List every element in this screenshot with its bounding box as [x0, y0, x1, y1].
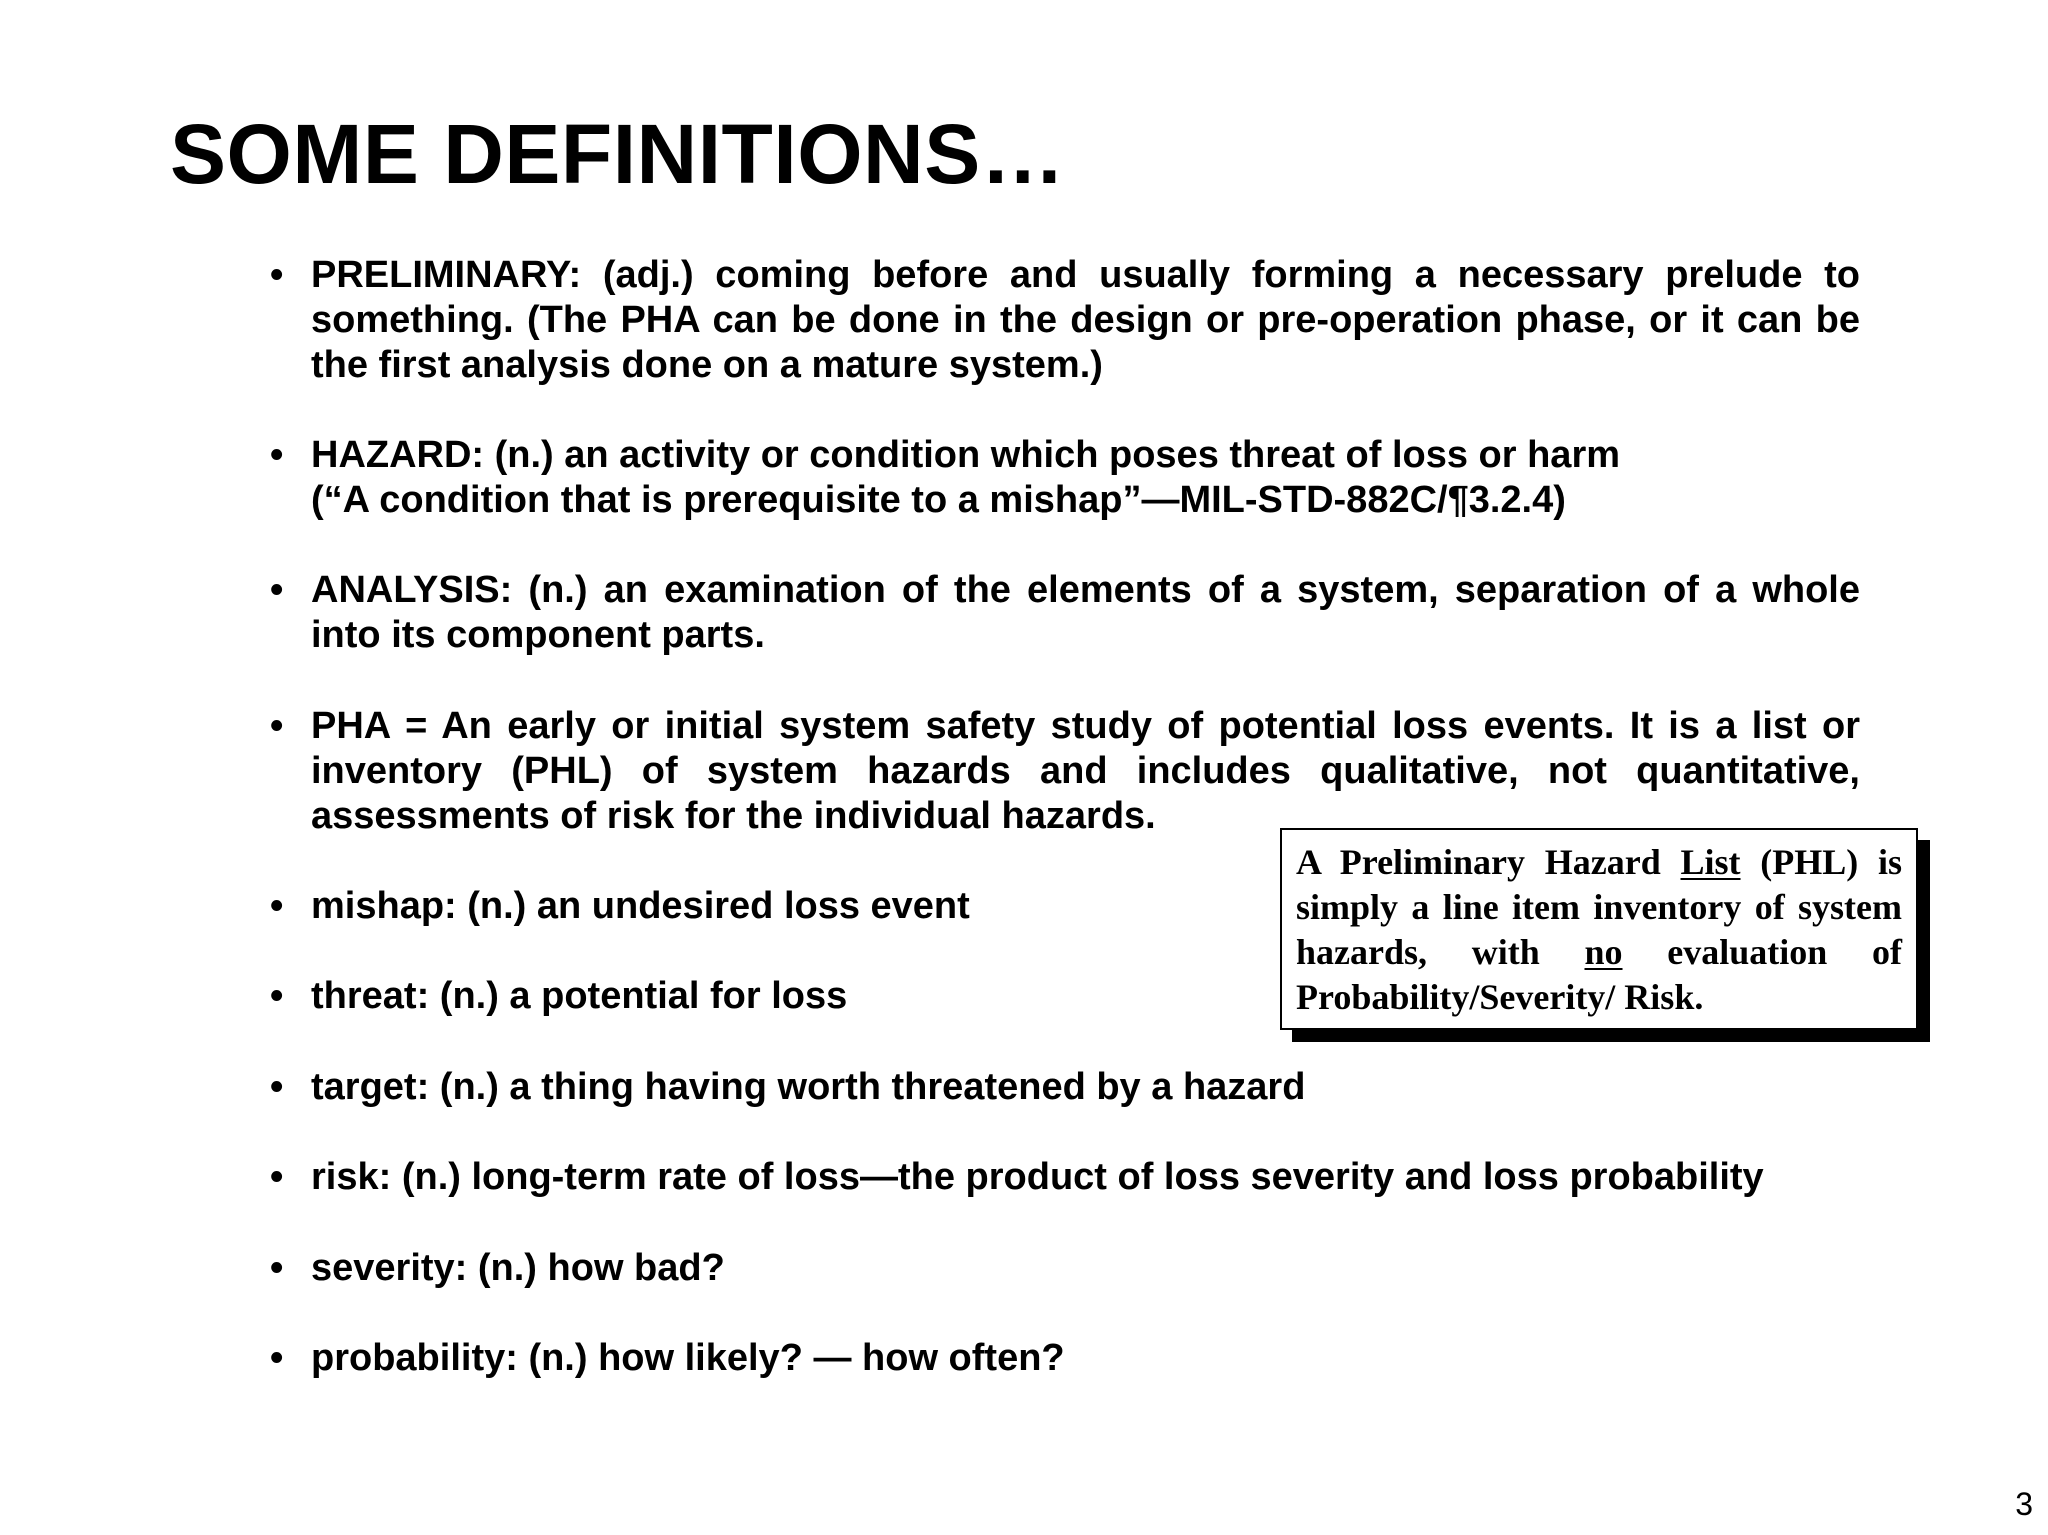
definition-text: threat: (n.) a potential for loss — [311, 975, 848, 1017]
definition-text: risk: (n.) long-term rate of loss—the product of loss severity and loss probability — [311, 1156, 1764, 1198]
definition-text: PRELIMINARY: (adj.) coming before and usually forming a necessary prelude to something. (The PHA can be done in the design or pre-operation phase, or it can be the first analysis done on a mature system.) — [311, 254, 1860, 386]
bullet: • — [270, 1156, 284, 1198]
page-number: 3 — [2015, 1486, 2033, 1522]
bullet: • — [270, 434, 284, 476]
bullet: • — [270, 705, 284, 747]
definition-text: ANALYSIS: (n.) an examination of the elements of a system, separation of a whole into its component parts. — [311, 569, 1860, 656]
bullet: • — [270, 885, 284, 927]
bullet: • — [270, 1066, 284, 1108]
definition-text: severity: (n.) how bad? — [311, 1247, 725, 1289]
bullet: • — [270, 975, 284, 1017]
definition-severity — [270, 1246, 1860, 1291]
definition-analysis — [270, 568, 1860, 658]
note-text: A Preliminary Hazard — [1296, 842, 1681, 882]
definition-pha — [270, 704, 1860, 839]
definition-probability — [270, 1336, 1860, 1381]
bullet: • — [270, 1337, 284, 1379]
bullet: • — [270, 569, 284, 611]
note-text: (PHL) is simply a line item inventory of system hazards, with — [1296, 842, 1902, 972]
definition-text: PHA = An early or initial system safety study of potential loss events. It is a list or inventory (PHL) of system hazards and includes qualitative, not quantitative, assessments of risk for the individual hazards. — [311, 705, 1860, 837]
definition-risk — [270, 1155, 1860, 1200]
note-underlined-list: List — [1680, 842, 1741, 882]
definition-text-line2: (“A condition that is prerequisite to a mishap”—MIL-STD-882C/¶3.2.4) — [311, 479, 1566, 521]
definition-text: mishap: (n.) an undesired loss event — [311, 885, 970, 927]
definition-preliminary — [270, 253, 1860, 388]
definition-hazard — [270, 433, 1860, 523]
phl-note-box — [1280, 828, 1918, 1030]
definition-text: target: (n.) a thing having worth threatened by a hazard — [311, 1066, 1306, 1108]
definition-text-line1: HAZARD: (n.) an activity or condition which poses threat of loss or harm — [311, 434, 1621, 476]
bullet: • — [270, 1247, 284, 1289]
definition-text: probability: (n.) how likely? — how often? — [311, 1337, 1065, 1379]
note-text: evaluation of Probability/Severity/ Risk. — [1296, 932, 1902, 1017]
note-underlined-no: no — [1584, 932, 1623, 972]
slide-title: SOME DEFINITIONS… — [170, 107, 1066, 201]
definition-target — [270, 1065, 1860, 1110]
bullet: • — [270, 254, 284, 296]
